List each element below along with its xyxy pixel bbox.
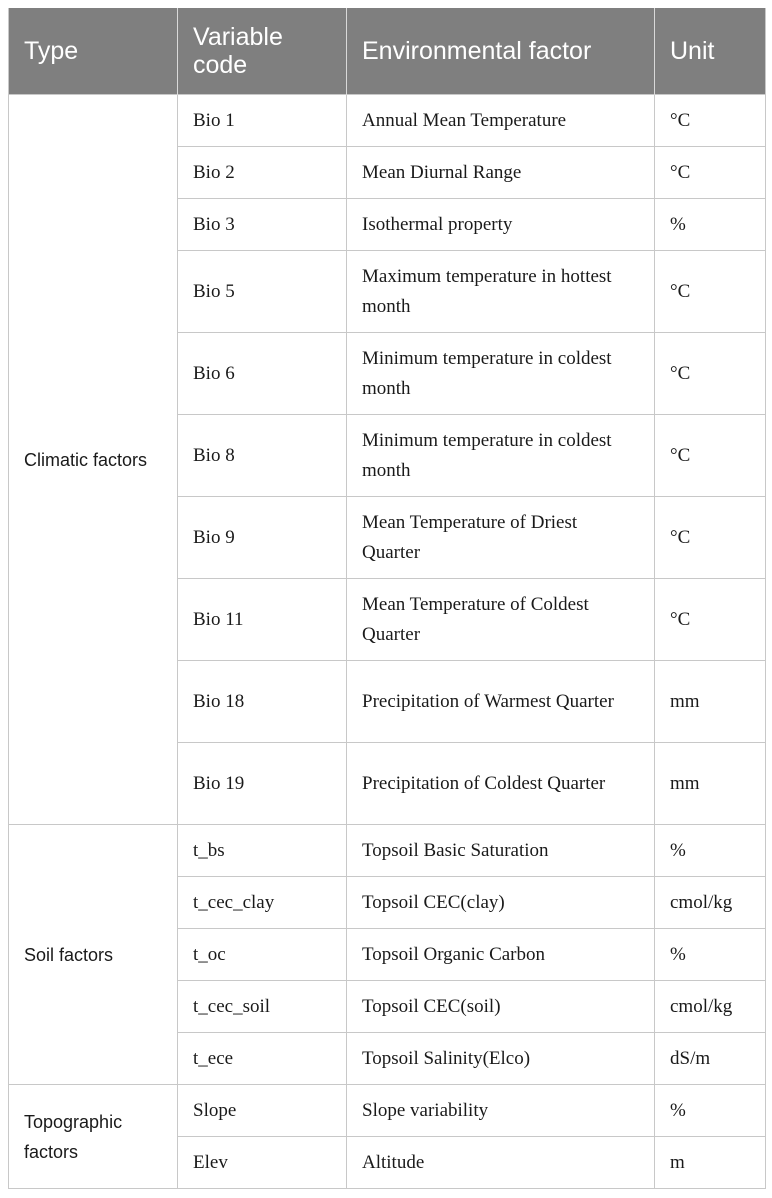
unit-cell: m: [655, 1137, 766, 1189]
unit-cell: mm: [655, 661, 766, 743]
variable-code-cell: t_cec_clay: [178, 877, 347, 929]
unit-cell: °C: [655, 333, 766, 415]
header-variable-code: Variable code: [178, 8, 347, 95]
environmental-factor-cell: Mean Diurnal Range: [347, 147, 655, 199]
unit-cell: °C: [655, 415, 766, 497]
header-type: Type: [9, 8, 178, 95]
environmental-factor-cell: Minimum temperature in coldest month: [347, 333, 655, 415]
variable-code-cell: Bio 5: [178, 251, 347, 333]
table-row: [9, 825, 766, 877]
variable-code-cell: Bio 6: [178, 333, 347, 415]
environmental-factor-cell: Altitude: [347, 1137, 655, 1189]
variable-code-cell: Bio 1: [178, 95, 347, 147]
environmental-factor-cell: Slope variability: [347, 1085, 655, 1137]
unit-cell: °C: [655, 147, 766, 199]
variable-code-cell: Bio 19: [178, 743, 347, 825]
unit-cell: °C: [655, 579, 766, 661]
environmental-factor-cell: Isothermal property: [347, 199, 655, 251]
environmental-factor-cell: Annual Mean Temperature: [347, 95, 655, 147]
variable-code-cell: t_oc: [178, 929, 347, 981]
environmental-factor-cell: Topsoil Salinity(Elco): [347, 1033, 655, 1085]
unit-cell: °C: [655, 95, 766, 147]
unit-cell: °C: [655, 497, 766, 579]
environmental-factor-cell: Mean Temperature of Driest Quarter: [347, 497, 655, 579]
unit-cell: %: [655, 199, 766, 251]
variable-code-cell: Elev: [178, 1137, 347, 1189]
table-row: [9, 95, 766, 147]
variable-code-cell: t_bs: [178, 825, 347, 877]
variable-code-cell: Slope: [178, 1085, 347, 1137]
unit-cell: °C: [655, 251, 766, 333]
environmental-factor-cell: Precipitation of Coldest Quarter: [347, 743, 655, 825]
environmental-factor-cell: Mean Temperature of Coldest Quarter: [347, 579, 655, 661]
unit-cell: cmol/kg: [655, 981, 766, 1033]
variable-code-cell: t_cec_soil: [178, 981, 347, 1033]
variable-code-cell: Bio 8: [178, 415, 347, 497]
unit-cell: %: [655, 825, 766, 877]
variable-code-cell: Bio 18: [178, 661, 347, 743]
environmental-factor-cell: Topsoil CEC(soil): [347, 981, 655, 1033]
group-type-climatic: Climatic factors: [9, 95, 178, 825]
unit-cell: mm: [655, 743, 766, 825]
table-row: [9, 1085, 766, 1137]
environmental-factor-cell: Precipitation of Warmest Quarter: [347, 661, 655, 743]
unit-cell: %: [655, 929, 766, 981]
environmental-factor-cell: Maximum temperature in hottest month: [347, 251, 655, 333]
variable-code-cell: t_ece: [178, 1033, 347, 1085]
unit-cell: %: [655, 1085, 766, 1137]
header-unit: Unit: [655, 8, 766, 95]
unit-cell: cmol/kg: [655, 877, 766, 929]
environmental-factor-cell: Topsoil CEC(clay): [347, 877, 655, 929]
group-type-topographic: Topographic factors: [9, 1085, 178, 1189]
environmental-factor-cell: Topsoil Organic Carbon: [347, 929, 655, 981]
variable-code-cell: Bio 2: [178, 147, 347, 199]
group-type-soil: Soil factors: [9, 825, 178, 1085]
header-row: [9, 8, 766, 95]
environmental-factors-table: [8, 8, 766, 1189]
environmental-factor-cell: Topsoil Basic Saturation: [347, 825, 655, 877]
variable-code-cell: Bio 11: [178, 579, 347, 661]
environmental-factor-cell: Minimum temperature in coldest month: [347, 415, 655, 497]
header-environmental-factor: Environmental factor: [347, 8, 655, 95]
variable-code-cell: Bio 3: [178, 199, 347, 251]
variable-code-cell: Bio 9: [178, 497, 347, 579]
unit-cell: dS/m: [655, 1033, 766, 1085]
